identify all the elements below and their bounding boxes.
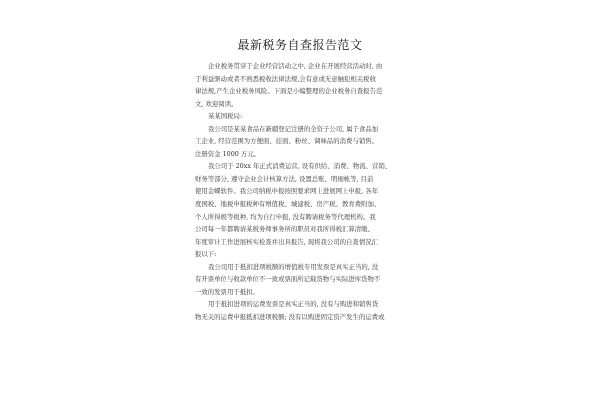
text-line: 报以下:	[195, 250, 217, 259]
text-line: 企业税务贯穿于企业经营活动之中, 企业在开展经营活动时, 由	[208, 62, 383, 70]
text-line: 注册资金 1000 万元。	[195, 149, 261, 158]
text-line: 公司每一年都聘请某税务师事务所的职员对我所得税汇算清缴、	[195, 225, 374, 234]
text-line: 财务等部分, 遵守企业会计核算方法, 设置总账、明细帐等, 目前	[195, 174, 374, 183]
paragraph-intro	[195, 60, 405, 110]
text-line: 一致的发票用于抵扣。	[195, 287, 259, 296]
document-page	[195, 0, 405, 400]
text-line: 个人所得税等税种, 均为自行申报, 没有聘请税务等代理机构。我	[195, 212, 376, 221]
paragraph-company-intro	[195, 123, 405, 161]
document-body	[195, 60, 405, 323]
text-line: 律法规,产生企业税务风险。下面是小编整理的企业税务自查报告范	[195, 87, 383, 96]
text-line: 度国税、地税申报税种有增值税、城建税、房产税、教育费附加、	[195, 200, 381, 209]
paragraph-operations	[195, 160, 405, 260]
text-line: 文, 欢迎阅读。	[195, 99, 238, 108]
text-line: 某某国税局:	[208, 112, 243, 121]
text-line: 使用金蝶软件。我公司纳税申报按照要求网上进展网上申报, 各年	[195, 187, 378, 196]
text-line: 物无关的运费申报抵扣进项税额; 没有以购进固定资产发生的运费或	[195, 312, 385, 321]
text-line: 我公司于 20xx 年正式消费运营, 设有供给、消费、物流、营销、	[208, 162, 392, 171]
paragraph-vat-invoices	[195, 261, 405, 299]
text-line: 年度审计工作进展核实检查并出具报告, 现将我公司的自查情况汇	[195, 237, 378, 246]
text-line: 有开票单位与收款单位不一致或票面所记载货物与实际进库货物不	[195, 275, 381, 284]
text-line: 我公司是某某食品在新疆登记注册的全资子公司, 属于食品加	[208, 124, 379, 133]
text-line: 用于抵扣进项的运费发票是真实正当的, 没有与购进和销售货	[208, 300, 379, 309]
text-line: 工企业, 经营范围为方便面、挂面、粉丝、调味品的消费与销售。	[195, 137, 378, 146]
text-line: 于利益驱动或者不熟悉税收法律法规,会有意或无意触犯相关税收	[195, 74, 376, 83]
document-title: 最新税务自查报告范文	[237, 38, 363, 52]
text-line: 我公司用于抵扣进项税额的增值税专用发票是真实正当的, 没	[208, 262, 379, 271]
paragraph-salutation	[195, 110, 405, 123]
paragraph-freight-invoices	[195, 298, 405, 323]
